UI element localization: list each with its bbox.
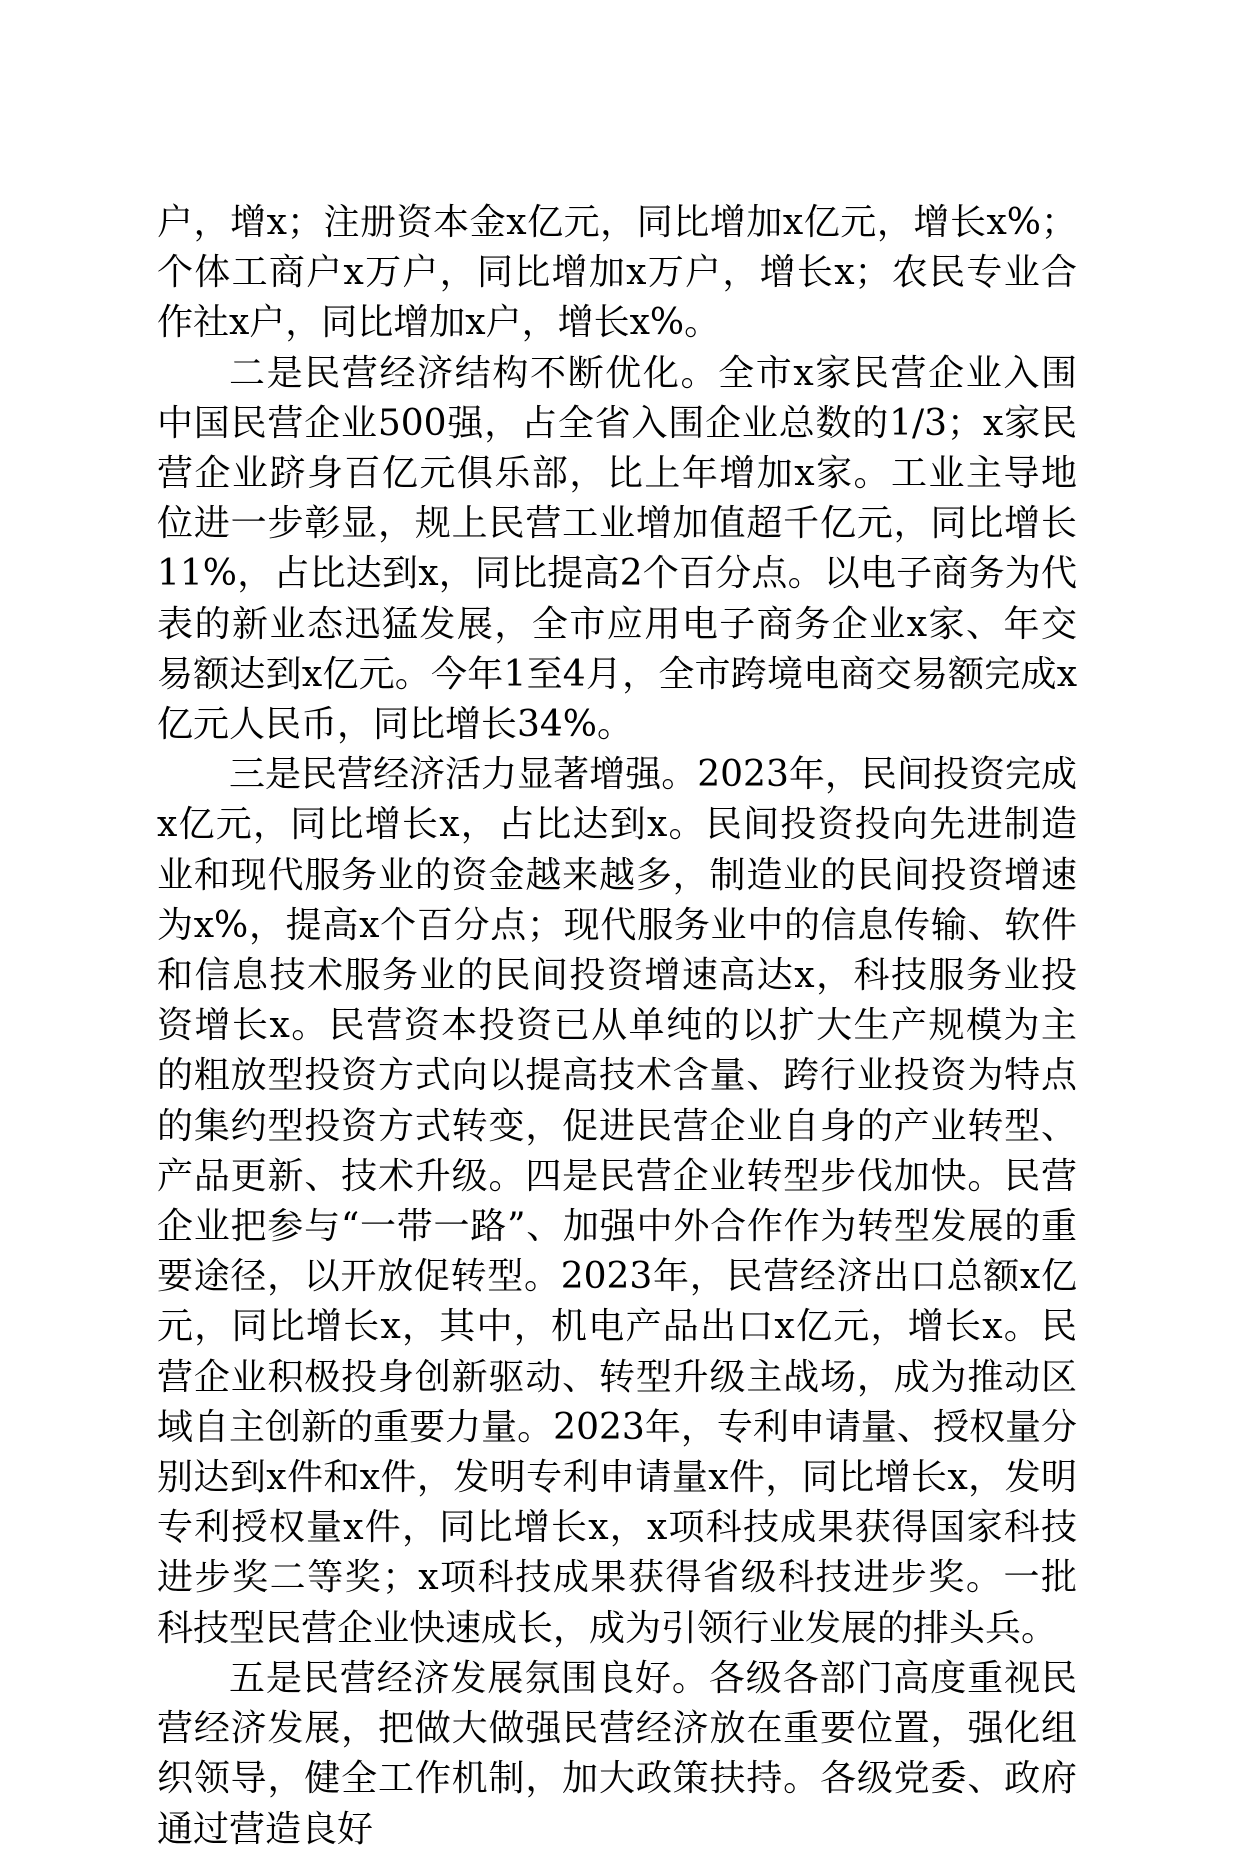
paragraph-structure-optimization: 二是民营经济结构不断优化。全市x家民营企业入围中国民营企业500强，占全省入围企业总数的1/3；x家民营企业跻身百亿元俱乐部，比上年增加x家。工业主导地位进一步彰显，规上民营工业增加值超千亿元，同比增长11%，占比达到x，同比提高2个百分点。以电子商务为代表的新业态迅猛发展，全市应用电子商务企业x家、年交易额达到x亿元。今年1至4月，全市跨境电商交易额完成x亿元人民币，同比增长34%。 — [157, 352, 1077, 746]
paragraph-development-atmosphere: 五是民营经济发展氛围良好。各级各部门高度重视民营经济发展，把做大做强民营经济放在重要位置，强化组织领导，健全工作机制，加大政策扶持。各级党委、政府通过营造良好 — [157, 1657, 1077, 1850]
document-body — [157, 198, 1077, 1855]
paragraph-continuation: 户，增x；注册资本金x亿元，同比增加x亿元，增长x%；个体工商户x万户，同比增加x万户，增长x；农民专业合作社x户，同比增加x户，增长x%。 — [157, 202, 1077, 344]
paragraph-vitality-and-transformation: 三是民营经济活力显著增强。2023年，民间投资完成x亿元，同比增长x，占比达到x。民间投资投向先进制造业和现代服务业的资金越来越多，制造业的民间投资增速为x%，提高x个百分点；现代服务业中的信息传输、软件和信息技术服务业的民间投资增速高达x，科技服务业投资增长x。民营资本投资已从单纯的以扩大生产规模为主的粗放型投资方式向以提高技术含量、跨行业投资为特点的集约型投资方式转变，促进民营企业自身的产业转型、产品更新、技术升级。四是民营企业转型步伐加快。民营企业把参与“一带一路”、加强中外合作作为转型发展的重要途径，以开放促转型。2023年，民营经济出口总额x亿元，同比增长x，其中，机电产品出口x亿元，增长x。民营企业积极投身创新驱动、转型升级主战场，成为推动区域自主创新的重要力量。2023年，专利申请量、授权量分别达到x件和x件，发明专利申请量x件，同比增长x，发明专利授权量x件，同比增长x，x项科技成果获得国家科技进步奖二等奖；x项科技成果获得省级科技进步奖。一批科技型民营企业快速成长，成为引领行业发展的排头兵。 — [157, 754, 1077, 1649]
